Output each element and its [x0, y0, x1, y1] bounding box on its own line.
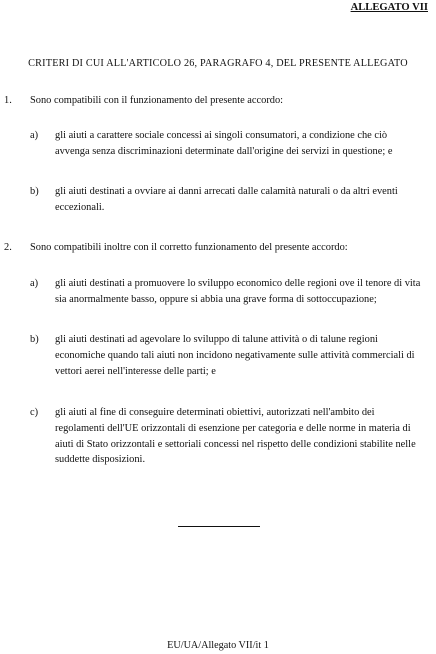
item-text — [55, 332, 433, 379]
item-label: a) — [30, 130, 39, 141]
section-intro: Sono compatibili inoltre con il corretto funzionamento del presente accordo: — [30, 242, 348, 253]
end-divider — [178, 526, 260, 527]
section-number: 1. — [4, 95, 12, 106]
item-text — [55, 276, 433, 308]
item-label: b) — [30, 334, 39, 345]
section-number: 2. — [4, 242, 12, 253]
item-line: sia anormalmente basso, oppure si abbia una grave forma di sottoccupazione; — [55, 293, 377, 305]
annex-label: ALLEGATO VII — [350, 2, 428, 13]
item-text — [55, 405, 433, 468]
item-line: economiche quando tali aiuti non incidono negativamente sulle attività commerciali di — [55, 349, 415, 361]
item-label: b) — [30, 186, 39, 197]
item-line: avvenga senza discriminazioni determinate dall'origine dei servizi in questione; e — [55, 145, 393, 157]
item-line: eccezionali. — [55, 201, 105, 213]
item-text — [55, 184, 433, 216]
page-footer: EU/UA/Allegato VII/it 1 — [167, 640, 269, 651]
item-line: aiuti di Stato orizzontali e settoriali concessi nel rispetto delle condizioni stabilite nelle — [55, 438, 416, 450]
item-line: suddette disposizioni. — [55, 454, 146, 466]
item-line: gli aiuti al fine di conseguire determinati obiettivi, autorizzati nell'ambito dei — [55, 407, 375, 418]
item-line: gli aiuti destinati a ovviare ai danni arrecati dalle calamità naturali o da altri eventi — [55, 186, 398, 197]
item-label: a) — [30, 278, 39, 289]
item-line: vettori aerei nell'interesse delle parti; e — [55, 365, 216, 377]
section-intro: Sono compatibili con il funzionamento del presente accordo: — [30, 95, 284, 106]
item-line: gli aiuti destinati a promuovere lo sviluppo economico delle regioni ove il tenore di vita — [55, 278, 421, 289]
item-text — [55, 128, 433, 160]
page-title: CRITERI DI CUI ALL'ARTICOLO 26, PARAGRAFO 4, DEL PRESENTE ALLEGATO — [28, 58, 408, 69]
item-line: gli aiuti destinati ad agevolare lo sviluppo di talune attività o di talune regioni — [55, 334, 378, 345]
item-line: regolamenti dell'UE orizzontali di esenzione per categoria e delle norme in materia di — [55, 422, 411, 434]
item-label: c) — [30, 407, 39, 418]
item-line: gli aiuti a carattere sociale concessi ai singoli consumatori, a condizione che ciò — [55, 130, 388, 141]
